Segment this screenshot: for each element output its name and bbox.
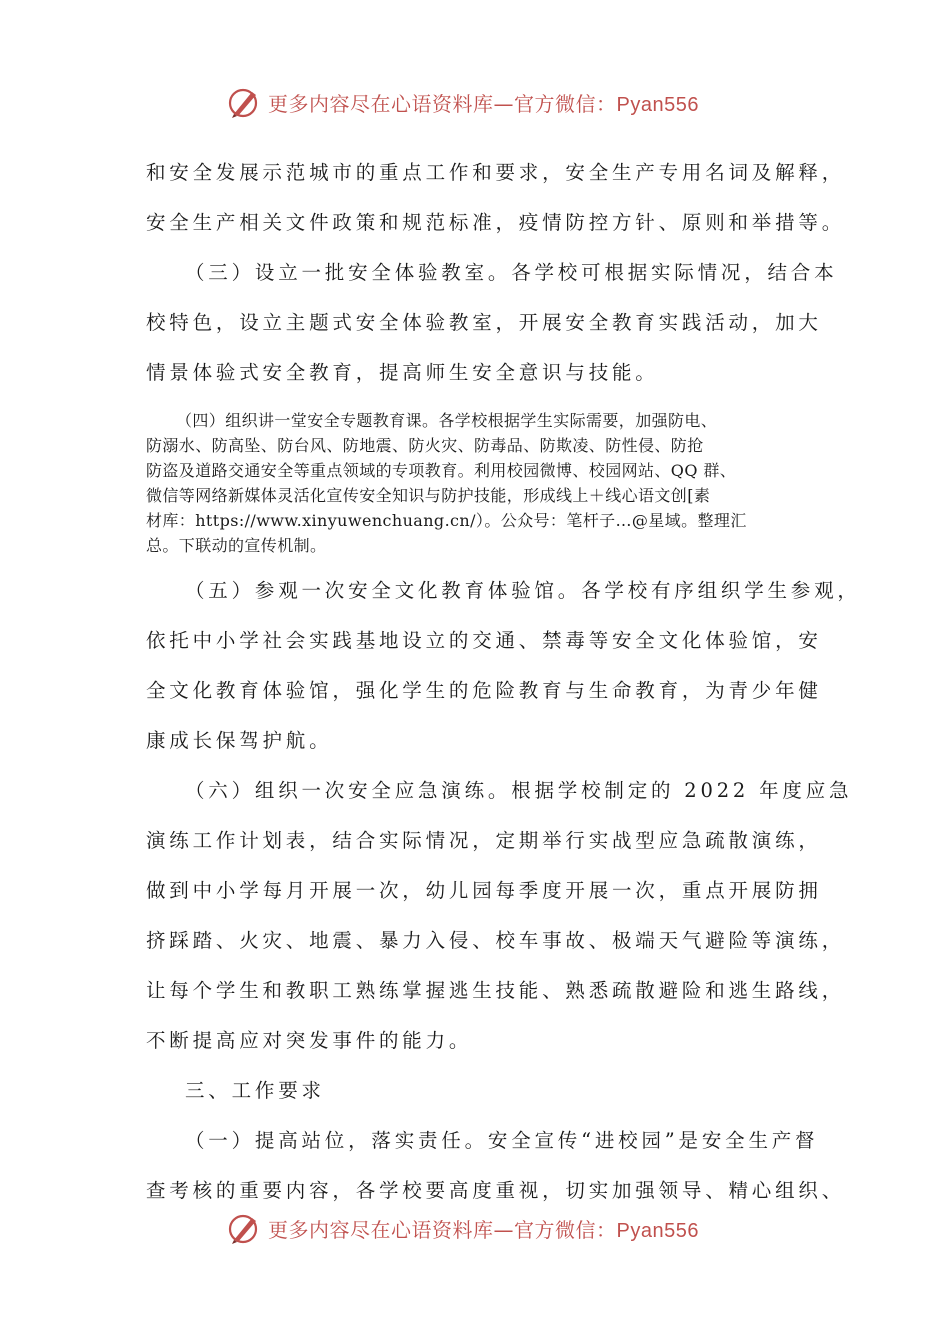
paragraph-four — [146, 408, 816, 558]
header-watermark — [226, 82, 699, 122]
footer-watermark — [226, 1208, 699, 1248]
text-line: （三）设立一批安全体验教室。各学校可根据实际情况，结合本 — [185, 261, 838, 284]
section-heading: 三、工作要求 — [185, 1079, 325, 1102]
text-line: 做到中小学每月开展一次，幼儿园每季度开展一次，重点开展防拥 — [146, 879, 822, 902]
text-line: 微信等网络新媒体灵活化宣传安全知识与防护技能，形成线上＋线心语文创[素 — [146, 486, 711, 505]
text-line: 和安全发展示范城市的重点工作和要求，安全生产专用名词及解释， — [146, 161, 846, 184]
text-line: 材库：https://www.xinyuwenchuang.cn/）。公众号：笔杆子…@星域。整理汇 — [146, 511, 747, 530]
text-line: 全文化教育体验馆，强化学生的危险教育与生命教育，为青少年健 — [146, 679, 822, 702]
watermark-text: 更多内容尽在心语资料库—官方微信： — [268, 91, 617, 116]
text-line: 安全生产相关文件政策和规范标准，疫情防控方针、原则和举措等。 — [146, 211, 846, 234]
watermark-id: Pyan556 — [616, 1219, 699, 1242]
text-line: 不断提高应对突发事件的能力。 — [146, 1029, 473, 1052]
text-line: 总。下联动的宣传机制。 — [146, 536, 327, 555]
text-line: （六）组织一次安全应急演练。根据学校制定的 2022 年度应急 — [185, 779, 853, 802]
text-line: 查考核的重要内容，各学校要高度重视，切实加强领导、精心组织、 — [146, 1179, 846, 1202]
text-line: 防盗及道路交通安全等重点领域的专项教育。利用校园微博、校园网站、QQ 群、 — [146, 461, 737, 480]
text-line: 防溺水、防高坠、防台风、防地震、防火灾、防毒品、防欺凌、防性侵、防抢 — [146, 436, 704, 455]
text-line: 让每个学生和教职工熟练掌握逃生技能、熟悉疏散避险和逃生路线， — [146, 979, 846, 1002]
text-line: 挤踩踏、火灾、地震、暴力入侵、校车事故、极端天气避险等演练， — [146, 929, 846, 952]
watermark-text: 更多内容尽在心语资料库—官方微信： — [268, 1217, 617, 1242]
pen-logo-icon — [226, 1210, 262, 1246]
text-line: （一）提高站位，落实责任。安全宣传“进校园”是安全生产督 — [185, 1129, 819, 1152]
document-body — [146, 148, 861, 1216]
text-line: 情景体验式安全教育，提高师生安全意识与技能。 — [146, 361, 659, 384]
text-line: （五）参观一次安全文化教育体验馆。各学校有序组织学生参观， — [185, 579, 861, 602]
pen-logo-icon — [226, 84, 262, 120]
text-line: 康成长保驾护航。 — [146, 729, 333, 752]
text-line: （四）组织讲一堂安全专题教育课。各学校根据学生实际需要，加强防电、 — [176, 411, 718, 430]
text-line: 校特色，设立主题式安全体验教室，开展安全教育实践活动，加大 — [146, 311, 822, 334]
text-line: 依托中小学社会实践基地设立的交通、禁毒等安全文化体验馆，安 — [146, 629, 822, 652]
watermark-id: Pyan556 — [616, 93, 699, 116]
text-line: 演练工作计划表，结合实际情况，定期举行实战型应急疏散演练， — [146, 829, 822, 852]
